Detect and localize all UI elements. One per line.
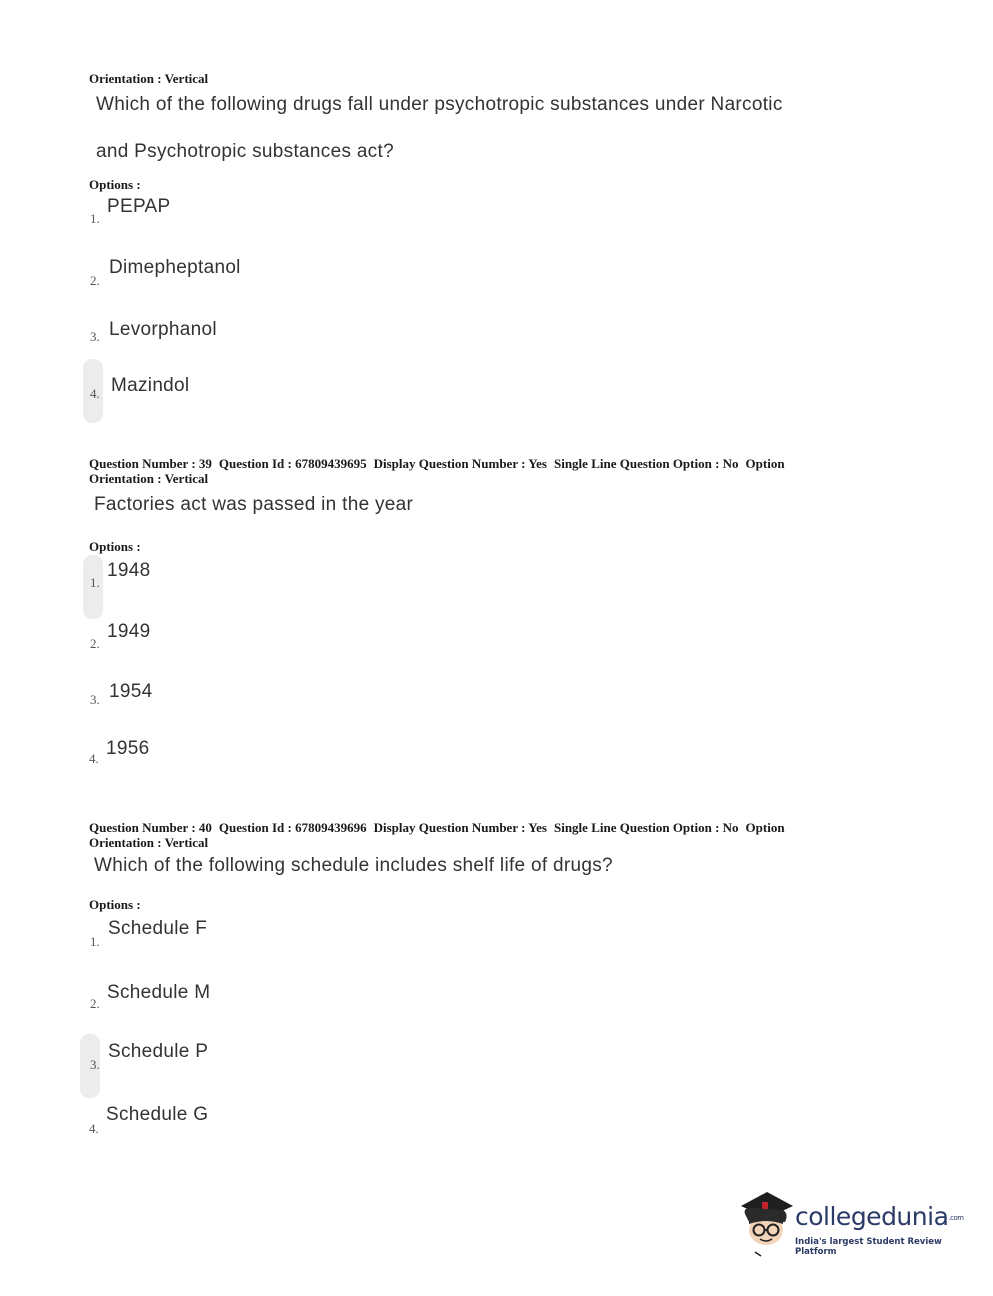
q39-display-number: Display Question Number : Yes bbox=[373, 456, 547, 471]
q39-question-number: Question Number : 39 bbox=[89, 456, 212, 471]
q40-question-number: Question Number : 40 bbox=[89, 820, 212, 835]
q38-option-4-number: 4. bbox=[90, 386, 100, 401]
q39-option-1-number: 1. bbox=[90, 575, 100, 590]
q38-option-4-text[interactable]: Mazindol bbox=[111, 375, 190, 396]
q39-option-3-number: 3. bbox=[90, 692, 100, 707]
q40-option-2-text[interactable]: Schedule M bbox=[107, 982, 211, 1003]
q38-orientation: Orientation : Vertical bbox=[89, 71, 209, 86]
q38-option-3-text[interactable]: Levorphanol bbox=[109, 319, 217, 340]
q39-orientation: Orientation : Vertical bbox=[89, 471, 209, 486]
q40-single-line: Single Line Question Option : No bbox=[553, 820, 739, 835]
q39-single-line: Single Line Question Option : No bbox=[553, 456, 739, 471]
q39-option-2-text[interactable]: 1949 bbox=[107, 621, 151, 642]
q38-text-line2: and Psychotropic substances act? bbox=[96, 141, 394, 162]
q40-option-1-text[interactable]: Schedule F bbox=[108, 918, 208, 939]
q40-display-number: Display Question Number : Yes bbox=[373, 820, 547, 835]
q40-option-2-number: 2. bbox=[90, 996, 100, 1011]
q39-option-1-text[interactable]: 1948 bbox=[107, 560, 151, 581]
q39-options-label: Options : bbox=[89, 539, 141, 554]
q40-text: Which of the following schedule includes shelf life of drugs? bbox=[94, 855, 613, 876]
q39-option-3-text[interactable]: 1954 bbox=[109, 681, 153, 702]
logo-name: collegedunia bbox=[795, 1202, 949, 1231]
collegedunia-logo bbox=[735, 1188, 964, 1258]
q40-options-label: Options : bbox=[89, 897, 141, 912]
q39-option-label: Option bbox=[745, 456, 785, 471]
logo-wordmark bbox=[795, 1202, 964, 1231]
q40-option-4-number: 4. bbox=[89, 1121, 99, 1136]
q38-option-3-number: 3. bbox=[90, 329, 100, 344]
q38-text-line1: Which of the following drugs fall under psychotropic substances under Narcotic bbox=[96, 94, 783, 115]
q39-option-4-number: 4. bbox=[89, 751, 99, 766]
q40-option-label: Option bbox=[745, 820, 785, 835]
q38-option-2-number: 2. bbox=[90, 273, 100, 288]
q40-orientation: Orientation : Vertical bbox=[89, 835, 209, 850]
q40-option-1-number: 1. bbox=[90, 934, 100, 949]
logo-tagline: India's largest Student Review Platform bbox=[795, 1237, 942, 1257]
q39-question-id: Question Id : 67809439695 bbox=[218, 456, 367, 471]
q40-option-4-text[interactable]: Schedule G bbox=[106, 1104, 209, 1125]
q39-text: Factories act was passed in the year bbox=[94, 494, 414, 515]
q39-option-2-number: 2. bbox=[90, 636, 100, 651]
q38-option-1-text[interactable]: PEPAP bbox=[107, 196, 171, 217]
q40-option-3-number: 3. bbox=[90, 1057, 100, 1072]
q40-question-id: Question Id : 67809439696 bbox=[218, 820, 367, 835]
q40-option-3-text[interactable]: Schedule P bbox=[108, 1041, 209, 1062]
mascot-icon bbox=[735, 1188, 797, 1258]
logo-suffix: .com bbox=[948, 1214, 964, 1222]
q38-option-2-text[interactable]: Dimepheptanol bbox=[109, 257, 241, 278]
q38-option-1-number: 1. bbox=[90, 211, 100, 226]
q40-meta bbox=[89, 821, 792, 835]
q39-meta bbox=[89, 457, 792, 471]
q39-option-4-text[interactable]: 1956 bbox=[106, 738, 150, 759]
q38-options-label: Options : bbox=[89, 177, 141, 192]
